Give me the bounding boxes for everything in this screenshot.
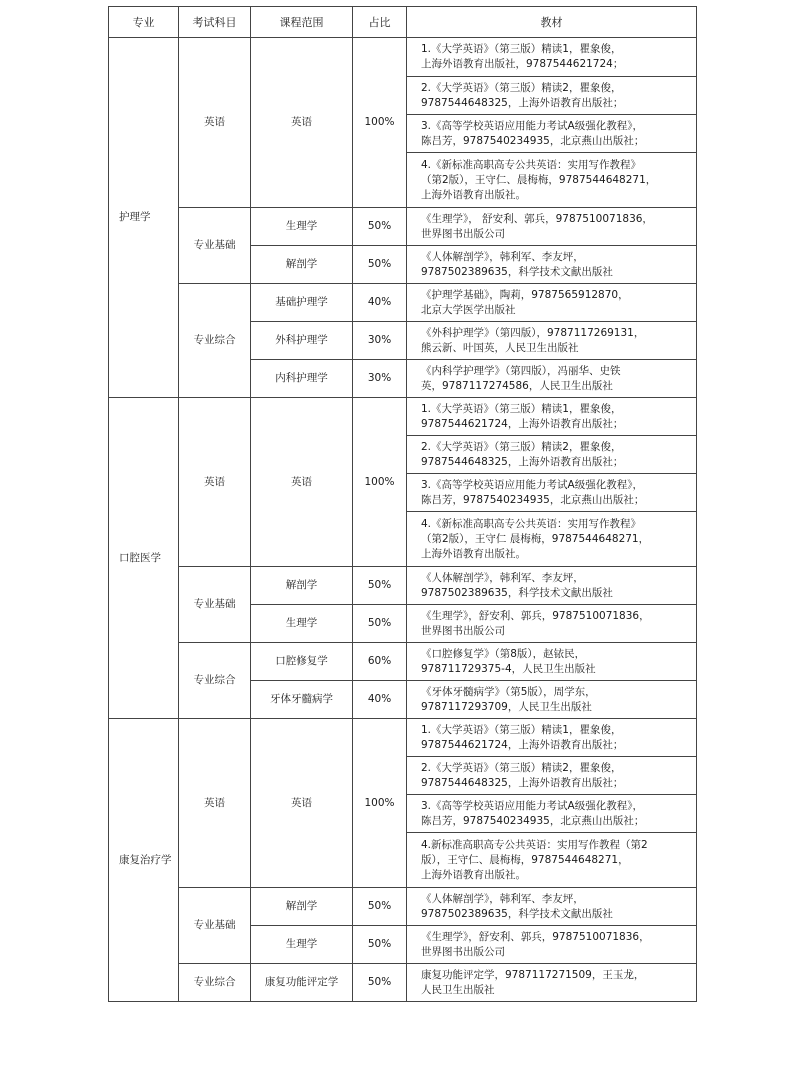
ratio-cell: 40% (353, 681, 407, 719)
table-row (109, 719, 697, 757)
header-major: 专业 (109, 7, 179, 38)
ratio-cell: 100% (353, 38, 407, 208)
textbook-cell: 1.《大学英语》（第三版）精读1，瞿象俊， 9787544621724，上海外语教育出版社； (407, 398, 697, 436)
textbook-cell: 康复功能评定学，9787117271509，王玉龙， 人民卫生出版社 (407, 964, 697, 1002)
course-scope-cell: 外科护理学 (251, 322, 353, 360)
major-cell: 口腔医学 (109, 398, 179, 719)
textbook-cell: 《口腔修复学》（第8版），赵铱民， 978711729375-4，人民卫生出版社 (407, 643, 697, 681)
textbook-cell: 2.《大学英语》（第三版）精读2，瞿象俊， 9787544648325，上海外语教育出版社； (407, 757, 697, 795)
table-row (109, 888, 697, 926)
table-row (109, 643, 697, 681)
table-row (109, 567, 697, 605)
textbook-cell: 2.《大学英语》（第三版）精读2，瞿象俊， 9787544648325，上海外语教育出版社； (407, 77, 697, 115)
course-scope-cell: 内科护理学 (251, 360, 353, 398)
exam-subject-cell: 专业综合 (179, 643, 251, 719)
textbook-cell: 《牙体牙髓病学》（第5版），周学东， 9787117293709，人民卫生出版社 (407, 681, 697, 719)
textbook-cell: 《人体解剖学》，韩利军、李友坪， 9787502389635，科学技术文献出版社 (407, 246, 697, 284)
textbook-cell: 2.《大学英语》（第三版）精读2，瞿象俊， 9787544648325，上海外语教育出版社； (407, 436, 697, 474)
exam-subject-cell: 专业综合 (179, 284, 251, 398)
ratio-cell: 60% (353, 643, 407, 681)
header-textbook: 教材 (407, 7, 697, 38)
ratio-cell: 30% (353, 322, 407, 360)
header-row (109, 7, 697, 38)
table-row (109, 38, 697, 77)
ratio-cell: 50% (353, 246, 407, 284)
exam-textbook-table (108, 6, 697, 1002)
textbook-cell: 3.《高等学校英语应用能力考试A级强化教程》， 陈吕芳，9787540234935，北京燕山出版社； (407, 115, 697, 153)
ratio-cell: 50% (353, 605, 407, 643)
textbook-cell: 《生理学》， 舒安利、郭兵，9787510071836， 世界图书出版公司 (407, 208, 697, 246)
table-body (109, 38, 697, 1002)
table-row (109, 398, 697, 436)
textbook-cell: 4.《新标准高职高专公共英语：实用写作教程》 （第2版），王守仁 晨梅梅，9787544648271， 上海外语教育出版社。 (407, 512, 697, 567)
course-scope-cell: 生理学 (251, 926, 353, 964)
exam-subject-cell: 专业基础 (179, 567, 251, 643)
textbook-cell: 《外科护理学》（第四版），9787117269131， 熊云新、叶国英，人民卫生出版社 (407, 322, 697, 360)
ratio-cell: 100% (353, 719, 407, 888)
major-cell: 护理学 (109, 38, 179, 398)
header-ratio: 占比 (353, 7, 407, 38)
textbook-cell: 1.《大学英语》（第三版）精读1，瞿象俊， 上海外语教育出版社，9787544621724； (407, 38, 697, 77)
textbook-cell: 4.《新标准高职高专公共英语：实用写作教程》 （第2版），王守仁、晨梅梅，9787544648271， 上海外语教育出版社。 (407, 153, 697, 208)
textbook-cell: 4.新标准高职高专公共英语：实用写作教程（第2 版），王守仁、晨梅梅，9787544648271， 上海外语教育出版社。 (407, 833, 697, 888)
exam-subject-cell: 专业基础 (179, 208, 251, 284)
exam-subject-cell: 专业基础 (179, 888, 251, 964)
textbook-cell: 《人体解剖学》，韩利军、李友坪， 9787502389635，科学技术文献出版社 (407, 567, 697, 605)
course-scope-cell: 生理学 (251, 605, 353, 643)
exam-subject-cell: 专业综合 (179, 964, 251, 1002)
ratio-cell: 100% (353, 398, 407, 567)
major-cell: 康复治疗学 (109, 719, 179, 1002)
table-row (109, 964, 697, 1002)
course-scope-cell: 牙体牙髓病学 (251, 681, 353, 719)
course-scope-cell: 英语 (251, 38, 353, 208)
course-scope-cell: 英语 (251, 398, 353, 567)
ratio-cell: 50% (353, 888, 407, 926)
ratio-cell: 30% (353, 360, 407, 398)
exam-subject-cell: 英语 (179, 719, 251, 888)
textbook-cell: 3.《高等学校英语应用能力考试A级强化教程》， 陈吕芳，9787540234935，北京燕山出版社； (407, 474, 697, 512)
ratio-cell: 50% (353, 926, 407, 964)
textbook-cell: 《生理学》，舒安利、郭兵，9787510071836， 世界图书出版公司 (407, 605, 697, 643)
course-scope-cell: 解剖学 (251, 888, 353, 926)
course-scope-cell: 口腔修复学 (251, 643, 353, 681)
exam-subject-cell: 英语 (179, 398, 251, 567)
textbook-cell: 《生理学》，舒安利、郭兵，9787510071836， 世界图书出版公司 (407, 926, 697, 964)
course-scope-cell: 英语 (251, 719, 353, 888)
textbook-cell: 1.《大学英语》（第三版）精读1，瞿象俊， 9787544621724，上海外语教育出版社； (407, 719, 697, 757)
course-scope-cell: 康复功能评定学 (251, 964, 353, 1002)
header-exam-subject: 考试科目 (179, 7, 251, 38)
ratio-cell: 50% (353, 208, 407, 246)
table-row (109, 208, 697, 246)
course-scope-cell: 解剖学 (251, 567, 353, 605)
ratio-cell: 50% (353, 964, 407, 1002)
ratio-cell: 40% (353, 284, 407, 322)
header-course-scope: 课程范围 (251, 7, 353, 38)
table-row (109, 284, 697, 322)
course-scope-cell: 解剖学 (251, 246, 353, 284)
course-scope-cell: 基础护理学 (251, 284, 353, 322)
textbook-cell: 3.《高等学校英语应用能力考试A级强化教程》， 陈吕芳，9787540234935，北京燕山出版社； (407, 795, 697, 833)
textbook-cell: 《人体解剖学》，韩利军、李友坪， 9787502389635，科学技术文献出版社 (407, 888, 697, 926)
textbook-cell: 《护理学基础》，陶莉，9787565912870， 北京大学医学出版社 (407, 284, 697, 322)
exam-subject-cell: 英语 (179, 38, 251, 208)
course-scope-cell: 生理学 (251, 208, 353, 246)
ratio-cell: 50% (353, 567, 407, 605)
textbook-cell: 《内科学护理学》（第四版），冯丽华、史铁 英，9787117274586，人民卫生出版社 (407, 360, 697, 398)
